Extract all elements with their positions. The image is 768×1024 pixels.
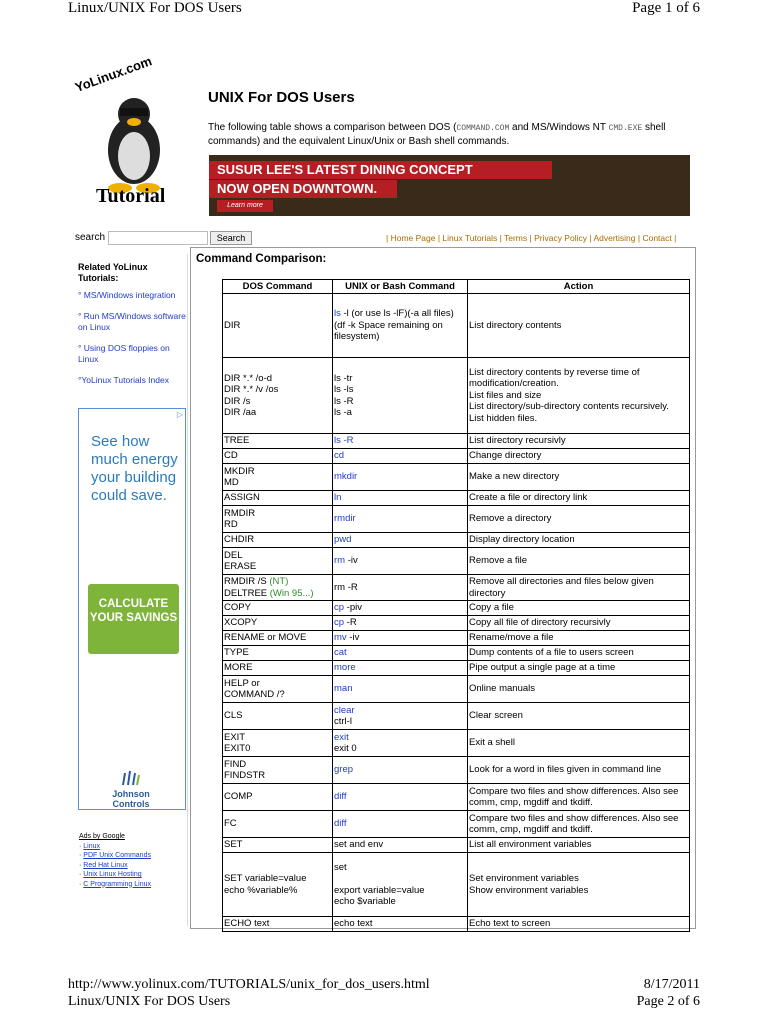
intro-text-1: The following table shows a comparison between DOS ( (208, 122, 457, 133)
dos-command: TREE (224, 435, 250, 447)
action-text: Rename/move a file (469, 632, 554, 644)
dos-command-cell (223, 506, 333, 533)
action-cell (468, 631, 690, 646)
table-row (223, 294, 690, 358)
unix-command-cell (333, 434, 468, 449)
unix-command-cell (333, 491, 468, 506)
dos-command: DIR (224, 319, 241, 331)
banner-ad[interactable] (209, 155, 690, 216)
table-row (223, 631, 690, 646)
action-text: Online manuals (469, 683, 536, 695)
unix-command: -R (344, 617, 357, 629)
ads-by-google-heading[interactable]: Ads by Google (79, 833, 125, 840)
dos-command-cell (223, 676, 333, 703)
action-cell (468, 575, 690, 601)
action-text: Remove a file (469, 555, 528, 567)
dos-note: (Win 95...) (269, 587, 314, 599)
unix-command: -iv (345, 555, 358, 567)
table-row (223, 616, 690, 631)
action-text: List directory contents (469, 319, 562, 331)
header-unix-command: UNIX or Bash Command (333, 280, 468, 294)
unix-command-link[interactable]: pwd (334, 534, 352, 546)
action-text: Set environment variables Show environment variables (469, 873, 589, 896)
unix-command-cell (333, 917, 468, 932)
table-row (223, 646, 690, 661)
dos-command: ASSIGN (224, 492, 260, 504)
action-text: Look for a word in files given in command line (469, 764, 662, 776)
table-row (223, 811, 690, 838)
table-row (223, 434, 690, 449)
dos-command-cell (223, 294, 333, 358)
unix-command-cell (333, 838, 468, 853)
banner-line-2: NOW OPEN DOWNTOWN. (209, 180, 397, 198)
dos-command-cell (223, 784, 333, 811)
print-footer-date: 8/17/2011 (643, 977, 700, 992)
print-footer-title: Linux/UNIX For DOS Users (68, 994, 231, 1009)
unix-command: -piv (344, 602, 362, 614)
search-button[interactable]: Search (210, 231, 252, 245)
dos-command-cell (223, 661, 333, 676)
yolinux-logo[interactable] (72, 53, 194, 210)
dos-command: MORE (224, 662, 253, 674)
action-cell (468, 464, 690, 491)
unix-command-link[interactable]: grep (334, 764, 354, 776)
unix-command-cell (333, 811, 468, 838)
banner-learn-more-button[interactable]: Learn more (217, 200, 273, 212)
table-row (223, 449, 690, 464)
dos-command: DIR *.* /o-d DIR *.* /v /os DIR /s DIR /aa (224, 372, 279, 418)
ad-choices-icon[interactable]: ▷ (176, 410, 183, 419)
unix-command-cell (333, 631, 468, 646)
unix-command: -iv (346, 632, 360, 644)
section-title: Command Comparison: (196, 253, 327, 265)
unix-command-cell (333, 294, 468, 358)
header-dos-command: DOS Command (223, 280, 333, 294)
action-cell (468, 661, 690, 676)
dos-command: TYPE (224, 647, 249, 659)
ad-link[interactable]: · Unix Linux Hosting (79, 871, 142, 878)
action-text: Pipe output a single page at a time (469, 662, 616, 674)
unix-command-link[interactable]: rmdir (334, 513, 356, 525)
dos-command: HELP or COMMAND /? (224, 677, 285, 700)
unix-command-cell (333, 464, 468, 491)
unix-command-cell (333, 784, 468, 811)
nav-contact[interactable]: Contact (642, 233, 672, 243)
dos-command: MKDIR MD (224, 465, 255, 488)
unix-command: rm -R (334, 581, 358, 593)
dos-command: XCOPY (224, 617, 258, 629)
dos-command: DEL ERASE (224, 549, 257, 572)
unix-command-cell (333, 575, 468, 601)
dos-command: DELTREE (224, 587, 268, 599)
table-row (223, 853, 690, 917)
header-action: Action (468, 280, 690, 294)
unix-command-link[interactable]: more (334, 662, 356, 674)
unix-command: set and env (334, 839, 384, 851)
action-text: Copy all file of directory recursivly (469, 617, 611, 629)
action-text: List directory contents by reverse time of modification/creation. List files and size List directory/sub-directory contents recursively. List hidden files. (469, 366, 669, 424)
unix-command-link[interactable]: clear (334, 704, 355, 716)
table-row (223, 784, 690, 811)
table-row (223, 358, 690, 434)
dos-command: FIND FINDSTR (224, 758, 266, 781)
sidebar-heading: Related YoLinux Tutorials: (78, 262, 148, 283)
unix-command-link[interactable]: man (334, 683, 353, 695)
dos-command-cell (223, 358, 333, 434)
intro-text-2: and MS/Windows NT (509, 122, 609, 133)
action-text: List directory recursivly (469, 435, 566, 447)
ads-by-google (79, 832, 151, 889)
table-row (223, 533, 690, 548)
unix-command-cell (333, 703, 468, 730)
action-cell (468, 646, 690, 661)
dos-command-cell (223, 434, 333, 449)
dos-command: SET (224, 839, 243, 851)
table-row (223, 506, 690, 533)
unix-command-link[interactable]: mv (334, 632, 347, 644)
unix-command: -l (or use ls -lF)(-a all files) (df -k Space remaining on filesystem) (334, 308, 454, 343)
action-cell (468, 757, 690, 784)
unix-command-cell (333, 358, 468, 434)
unix-command-cell (333, 853, 468, 917)
ad-link[interactable]: · Red Hat Linux (79, 861, 128, 869)
unix-command-cell (333, 601, 468, 616)
unix-command-cell (333, 506, 468, 533)
dos-command-cell (223, 917, 333, 932)
dos-command-cell (223, 730, 333, 757)
dos-command: FC (224, 818, 237, 830)
dos-command: COMP (224, 791, 253, 803)
ad-link[interactable]: · Linux (79, 842, 101, 850)
action-text: Change directory (469, 450, 542, 462)
unix-command-link[interactable]: ls -R (334, 435, 354, 447)
action-cell (468, 506, 690, 533)
table-row (223, 838, 690, 853)
johnson-controls-icon (120, 769, 142, 787)
action-text: Compare two files and show differences. Also see comm, cmp, mgdiff and tkdiff. (469, 812, 679, 835)
johnson-controls-logo (101, 769, 161, 809)
action-cell (468, 703, 690, 730)
action-text: Create a file or directory link (469, 492, 588, 504)
dos-command-cell (223, 575, 333, 601)
print-header-page: Page 1 of 6 (632, 0, 700, 16)
sidebar-link-ms-windows[interactable]: ° MS/Windows integration (78, 290, 176, 300)
unix-command-link[interactable]: rm (334, 555, 346, 567)
dos-command: CHDIR (224, 534, 255, 546)
table-row (223, 757, 690, 784)
unix-command: echo text (334, 918, 373, 930)
unix-command-cell (333, 661, 468, 676)
unix-command-link[interactable]: ln (334, 492, 342, 504)
dos-command: CLS (224, 710, 243, 722)
action-text: Make a new directory (469, 471, 560, 483)
intro-code-cmd-exe: CMD.EXE (608, 124, 643, 133)
page-title: UNIX For DOS Users (208, 89, 355, 106)
dos-command-cell (223, 757, 333, 784)
unix-command-cell (333, 730, 468, 757)
unix-command-link[interactable]: ls (334, 308, 341, 320)
dos-command: RMDIR RD (224, 507, 256, 530)
action-cell (468, 811, 690, 838)
action-text: Compare two files and show differences. Also see comm, cmp, mgdiff and tkdiff. (469, 785, 679, 808)
logo-bottom-text: Tutorial (96, 185, 166, 207)
nav-advertising[interactable]: Advertising (593, 233, 636, 243)
dos-command-cell (223, 491, 333, 506)
sidebar-link-dos-floppies[interactable]: ° Using DOS floppies on Linux (78, 343, 170, 364)
unix-command-link[interactable]: exit (334, 731, 349, 743)
table-row (223, 464, 690, 491)
ad-link[interactable]: · C Programming Linux (79, 880, 151, 888)
intro-text-3: shell commands) and the equivalent Linux/Unix or Bash shell commands. (208, 122, 666, 147)
intro-paragraph (208, 121, 708, 148)
unix-command-link[interactable]: cd (334, 450, 345, 462)
print-header-title: Linux/UNIX For DOS Users (68, 0, 242, 16)
unix-command-cell (333, 757, 468, 784)
dos-command-cell (223, 464, 333, 491)
action-cell (468, 838, 690, 853)
action-text: Display directory location (469, 534, 575, 546)
unix-command: ctrl-l (334, 716, 352, 727)
unix-command-cell (333, 646, 468, 661)
top-nav-links: | Home Page | Linux Tutorials | Terms | Privacy Policy | Advertising | Contact | (386, 233, 677, 243)
print-footer-page: Page 2 of 6 (636, 994, 700, 1009)
dos-command-cell (223, 838, 333, 853)
search-input[interactable] (108, 231, 208, 245)
command-comparison-table (222, 279, 690, 932)
logo-top-text: YoLinux.com (72, 53, 154, 95)
action-cell (468, 491, 690, 506)
action-cell (468, 784, 690, 811)
unix-command-link[interactable]: cp (334, 617, 345, 629)
action-cell (468, 676, 690, 703)
table-row (223, 548, 690, 575)
dos-command-cell (223, 533, 333, 548)
sidebar-link-tutorials-index[interactable]: °YoLinux Tutorials Index (78, 375, 169, 385)
action-cell (468, 601, 690, 616)
unix-command-cell (333, 533, 468, 548)
banner-line-1: SUSUR LEE'S LATEST DINING CONCEPT (209, 161, 552, 179)
dos-command: EXIT EXIT0 (224, 731, 251, 754)
table-row (223, 676, 690, 703)
dos-command-cell (223, 601, 333, 616)
unix-command-cell (333, 449, 468, 464)
unix-command-link[interactable]: mkdir (334, 471, 358, 483)
action-cell (468, 358, 690, 434)
table-row (223, 575, 690, 601)
table-row (223, 703, 690, 730)
dos-command: RENAME or MOVE (224, 632, 307, 644)
table-row (223, 661, 690, 676)
action-cell (468, 294, 690, 358)
intro-code-command-com: COMMAND.COM (456, 124, 510, 133)
table-row (223, 491, 690, 506)
unix-command: set export variable=value echo $variable (334, 861, 425, 907)
dos-command-cell (223, 853, 333, 917)
calculate-savings-button[interactable]: CALCULATE YOUR SAVINGS (88, 584, 179, 654)
action-text: Clear screen (469, 710, 523, 722)
unix-command-link[interactable]: cat (334, 647, 347, 659)
johnson-controls-text: Johnson Controls (112, 789, 150, 809)
unix-command-link[interactable]: cp (334, 602, 345, 614)
ad-link[interactable]: · PDF Unix Commands (79, 852, 151, 859)
action-text: Dump contents of a file to users screen (469, 647, 634, 659)
dos-command: SET variable=value echo %variable% (224, 873, 307, 896)
action-cell (468, 730, 690, 757)
action-text: Remove a directory (469, 513, 552, 525)
dos-command: RMDIR /S (224, 576, 267, 587)
nav-privacy-policy[interactable]: Privacy Policy (534, 233, 587, 243)
unix-command-link[interactable]: diff (334, 818, 347, 830)
dos-command-cell (223, 548, 333, 575)
dos-command-cell (223, 449, 333, 464)
action-cell (468, 917, 690, 932)
unix-command: ls -tr ls -ls ls -R ls -a (334, 372, 354, 418)
dos-command-cell (223, 616, 333, 631)
action-text: List all environment variables (469, 839, 592, 851)
action-cell (468, 533, 690, 548)
nav-linux-tutorials[interactable]: Linux Tutorials (442, 233, 498, 243)
action-cell (468, 616, 690, 631)
action-text: Copy a file (469, 602, 514, 614)
sidebar-link-run-ms-windows[interactable]: ° Run MS/Windows software on Linux (78, 311, 186, 332)
sidebar-ad-text: See how much energy your building could save. (91, 433, 178, 504)
nav-terms[interactable]: Terms (504, 233, 528, 243)
action-text: Exit a shell (469, 737, 515, 749)
action-text: Remove all directories and files below given directory (469, 576, 654, 599)
action-cell (468, 434, 690, 449)
search-label: search (75, 232, 106, 243)
unix-command-link[interactable]: diff (334, 791, 347, 803)
unix-command-cell (333, 616, 468, 631)
dos-command-cell (223, 703, 333, 730)
action-cell (468, 449, 690, 464)
unix-command-cell (333, 548, 468, 575)
table-row (223, 730, 690, 757)
nav-home-page[interactable]: Home Page (390, 233, 436, 243)
unix-command-cell (333, 676, 468, 703)
dos-command: COPY (224, 602, 251, 614)
action-text: Echo text to screen (469, 918, 551, 930)
dos-note: (NT) (269, 576, 289, 587)
dos-command: CD (224, 450, 238, 462)
print-footer-url: http://www.yolinux.com/TUTORIALS/unix_for_dos_users.html (68, 977, 430, 992)
dos-command-cell (223, 811, 333, 838)
action-cell (468, 853, 690, 917)
dos-command-cell (223, 631, 333, 646)
dos-command: ECHO text (224, 918, 270, 930)
sidebar-ad[interactable] (78, 408, 186, 810)
unix-command: exit 0 (334, 743, 357, 754)
table-row (223, 917, 690, 932)
action-cell (468, 548, 690, 575)
table-header-row (223, 280, 690, 294)
table-row (223, 601, 690, 616)
dos-command-cell (223, 646, 333, 661)
